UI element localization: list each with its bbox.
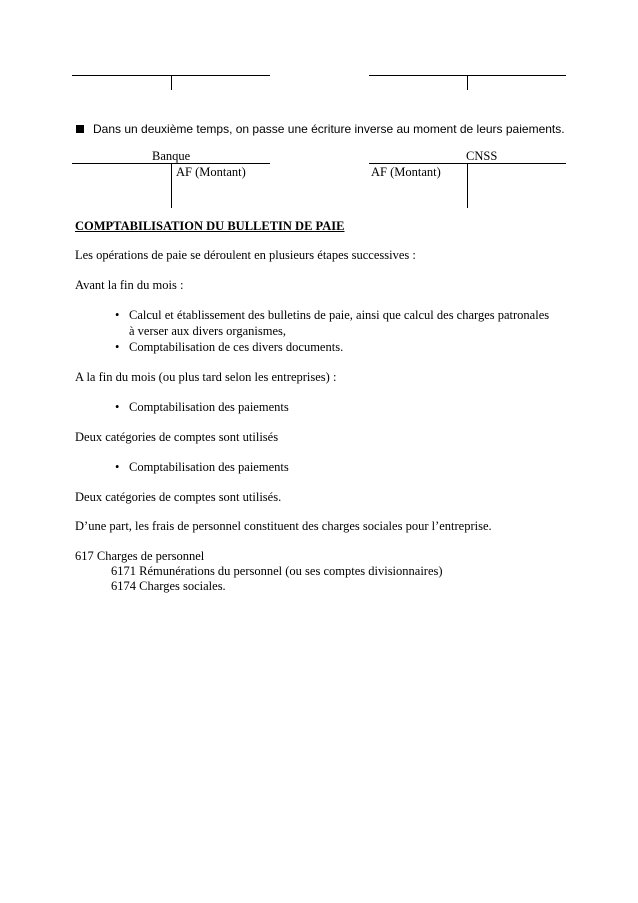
t-account-top-left-divider — [171, 75, 172, 90]
t-account-top-right-divider — [467, 75, 468, 90]
t-account-right-entry: AF (Montant) — [371, 165, 441, 179]
list-item-continuation: à verser aux divers organismes, — [129, 324, 287, 338]
account-617: 617 Charges de personnel — [75, 549, 205, 563]
paragraph-two-categories: Deux catégories de comptes sont utilisés — [75, 430, 279, 444]
t-account-left-entry: AF (Montant) — [176, 165, 246, 179]
list-item: Calcul et établissement des bulletins de paie, ainsi que calcul des charges patronales — [129, 308, 550, 322]
list-item: Comptabilisation de ces divers documents. — [129, 340, 344, 354]
account-6174: 6174 Charges sociales. — [111, 579, 226, 593]
paragraph-month-end: A la fin du mois (ou plus tard selon les entreprises) : — [75, 370, 337, 384]
list-item: Comptabilisation des paiements — [129, 400, 289, 414]
t-account-left-name: Banque — [152, 149, 191, 163]
t-account-right-divider — [467, 163, 468, 208]
bullet-dot-icon: • — [115, 308, 120, 322]
paragraph-before-month-end: Avant la fin du mois : — [75, 278, 184, 292]
list-item: Comptabilisation des paiements — [129, 460, 289, 474]
intro-bullet-text: Dans un deuxième temps, on passe une écriture inverse au moment de leurs paiements. — [93, 122, 565, 136]
square-bullet-icon — [76, 125, 84, 133]
paragraph-steps: Les opérations de paie se déroulent en plusieurs étapes successives : — [75, 248, 416, 262]
t-account-right-name: CNSS — [466, 149, 498, 163]
bullet-dot-icon: • — [115, 460, 120, 474]
paragraph-two-categories-dot: Deux catégories de comptes sont utilisés. — [75, 490, 282, 504]
bullet-dot-icon: • — [115, 340, 120, 354]
bullet-dot-icon: • — [115, 400, 120, 414]
t-account-left-divider — [171, 163, 172, 208]
section-heading: COMPTABILISATION DU BULLETIN DE PAIE — [75, 219, 345, 233]
paragraph-personnel-costs: D’une part, les frais de personnel constituent des charges sociales pour l’entreprise. — [75, 519, 492, 533]
account-6171: 6171 Rémunérations du personnel (ou ses comptes divisionnaires) — [111, 564, 443, 578]
